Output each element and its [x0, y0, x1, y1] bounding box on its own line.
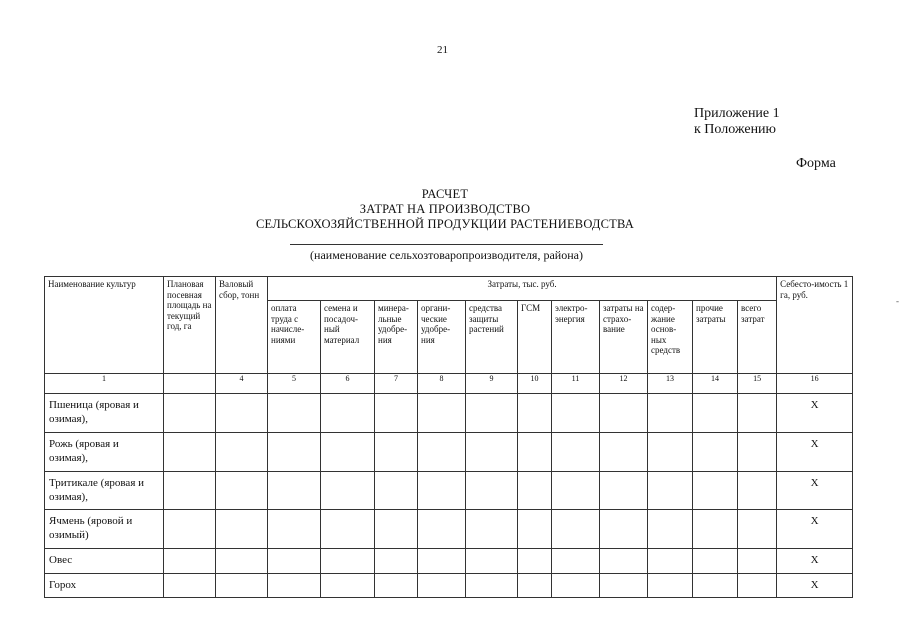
header-cost-price: Себесто-имость 1 га, руб. [777, 277, 853, 374]
crop-name: Овес [45, 549, 164, 574]
header-cost-col: органи-ческие удобре-ния [418, 301, 466, 374]
column-number: 14 [693, 374, 738, 394]
column-number: 7 [375, 374, 418, 394]
page-number: 21 [437, 44, 448, 56]
header-cost-col: прочие затраты [693, 301, 738, 374]
table-row [45, 433, 853, 472]
column-number: 10 [518, 374, 552, 394]
title-line-1: РАСЧЕТ [421, 187, 469, 201]
column-number: 6 [321, 374, 375, 394]
producer-caption: (наименование сельхозтоваропроизводителя, района) [310, 248, 583, 262]
title-line-2: ЗАТРАТ НА ПРОИЗВОДСТВО [359, 202, 531, 216]
header-cost-col: ГСМ [518, 301, 552, 374]
table-row [45, 472, 853, 510]
header-cost-col: оплата труда с начисле-ниями [268, 301, 321, 374]
column-number [164, 374, 216, 394]
cost-table [44, 276, 853, 598]
form-label: Форма [796, 156, 836, 171]
table-row [45, 394, 853, 433]
column-number: 9 [466, 374, 518, 394]
column-number: 12 [600, 374, 648, 394]
not-applicable-mark: X [777, 574, 853, 598]
header-crop: Наименование культур [45, 277, 164, 374]
column-number: 8 [418, 374, 466, 394]
crop-name: Ячмень (яровой и озимый) [45, 510, 164, 549]
crop-name: Пшеница (яровая и озимая), [45, 394, 164, 433]
column-number: 16 [777, 374, 853, 394]
appendix-line-1: Приложение 1 [694, 106, 780, 121]
table-row [45, 510, 853, 549]
appendix-line-2: к Положению [694, 122, 777, 137]
header-area: Плановая посевная площадь на текущий год, га [164, 277, 216, 374]
producer-underline [290, 244, 603, 245]
header-cost-col: средства защиты растений [466, 301, 518, 374]
not-applicable-mark: X [777, 394, 853, 433]
table-row [45, 574, 853, 598]
header-cost-col: минера-льные удобре-ния [375, 301, 418, 374]
column-number: 4 [216, 374, 268, 394]
not-applicable-mark: X [777, 433, 853, 472]
crop-name: Горох [45, 574, 164, 598]
header-cost-col: затраты на страхо-вание [600, 301, 648, 374]
header-costs-group: Затраты, тыс. руб. [268, 277, 777, 301]
column-number: 1 [45, 374, 164, 394]
not-applicable-mark: X [777, 549, 853, 574]
header-cost-col: всего затрат [738, 301, 777, 374]
header-cost-col: семена и посадоч-ный материал [321, 301, 375, 374]
header-gross: Валовый сбор, тонн [216, 277, 268, 374]
not-applicable-mark: X [777, 472, 853, 510]
table-row [45, 549, 853, 574]
column-number: 5 [268, 374, 321, 394]
header-cost-col: электро-энергия [552, 301, 600, 374]
column-number: 15 [738, 374, 777, 394]
column-number: 11 [552, 374, 600, 394]
crop-name: Рожь (яровая и озимая), [45, 433, 164, 472]
column-number: 13 [648, 374, 693, 394]
not-applicable-mark: X [777, 510, 853, 549]
header-cost-col: содер-жание основ-ных средств [648, 301, 693, 374]
title-line-3: СЕЛЬСКОХОЗЯЙСТВЕННОЙ ПРОДУКЦИИ РАСТЕНИЕВОДСТВА [256, 217, 634, 231]
crop-name: Тритикале (яровая и озимая), [45, 472, 164, 510]
edge-mark: - [896, 296, 899, 306]
